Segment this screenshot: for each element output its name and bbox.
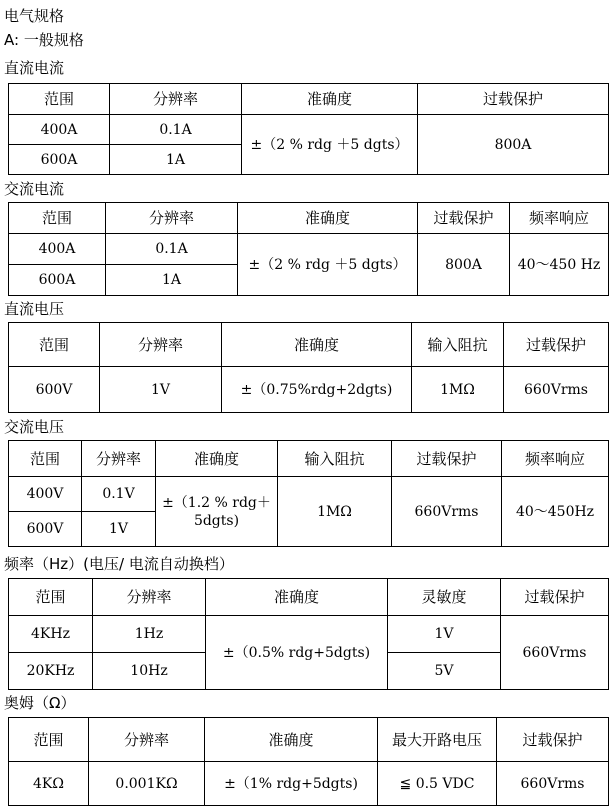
header-cell: 过载保护 <box>504 323 609 367</box>
range-cell: 400A <box>9 234 106 265</box>
resolution-cell: 1V <box>82 512 156 547</box>
header-cell: 准确度 <box>156 441 278 477</box>
dc-current-heading: 直流电流 <box>4 59 65 77</box>
header-cell: 过载保护 <box>418 84 609 115</box>
table-row <box>9 115 609 145</box>
dc-voltage-heading: 直流电压 <box>4 300 65 318</box>
resolution-cell: 1V <box>100 367 222 413</box>
table-row <box>9 367 609 413</box>
frequency-response-cell: 40～450Hz <box>502 477 609 547</box>
range-cell: 600A <box>9 145 110 175</box>
table-header-row <box>9 84 609 115</box>
document-title: 电气规格 <box>4 7 65 25</box>
overload-cell: 800A <box>418 115 609 175</box>
ohm-heading: 奥姆（Ω） <box>4 694 76 712</box>
accuracy-cell <box>156 477 278 547</box>
range-cell: 600V <box>9 512 82 547</box>
table-header-row <box>9 579 609 616</box>
resolution-cell: 0.001KΩ <box>89 762 205 806</box>
accuracy-cell: ±（2 % rdg ＋5 dgts） <box>242 115 418 175</box>
table-row <box>9 477 609 512</box>
header-cell: 输入阻抗 <box>412 323 504 367</box>
range-cell: 400V <box>9 477 82 512</box>
table-header-row <box>9 718 609 762</box>
header-cell: 分辨率 <box>110 84 242 115</box>
header-cell: 输入阻抗 <box>278 441 392 477</box>
header-cell: 准确度 <box>242 84 418 115</box>
range-cell: 600A <box>9 265 106 296</box>
header-cell: 准确度 <box>238 203 418 234</box>
input-impedance-cell: 1MΩ <box>278 477 392 547</box>
header-cell: 过载保护 <box>392 441 502 477</box>
header-cell: 分辨率 <box>93 579 206 616</box>
resolution-cell: 1Hz <box>93 616 206 653</box>
header-cell: 过载保护 <box>497 718 609 762</box>
header-cell: 灵敏度 <box>388 579 501 616</box>
header-cell: 过载保护 <box>418 203 510 234</box>
range-cell: 4KΩ <box>9 762 89 806</box>
frequency-response-cell: 40～450 Hz <box>510 234 609 296</box>
input-impedance-cell: 1MΩ <box>412 367 504 413</box>
table-header-row <box>9 203 609 234</box>
range-cell: 400A <box>9 115 110 145</box>
accuracy-line: ±（1.2 % rdg＋ <box>162 494 271 511</box>
range-cell: 600V <box>9 367 100 413</box>
frequency-heading: 频率（Hz）(电压/ 电流自动换档） <box>4 555 234 573</box>
ac-current-table <box>8 202 609 296</box>
range-cell: 4KHz <box>9 616 93 653</box>
overload-cell: 660Vrms <box>501 616 609 690</box>
accuracy-cell: ±（0.75%rdg+2dgts) <box>222 367 412 413</box>
header-cell: 分辨率 <box>89 718 205 762</box>
table-row <box>9 234 609 265</box>
overload-cell: 660Vrms <box>392 477 502 547</box>
header-cell: 最大开路电压 <box>378 718 497 762</box>
accuracy-cell: ±（1% rdg+5dgts) <box>205 762 378 806</box>
header-cell: 范围 <box>9 441 82 477</box>
header-cell: 准确度 <box>222 323 412 367</box>
header-cell: 分辨率 <box>82 441 156 477</box>
sensitivity-cell: 5V <box>388 653 501 690</box>
header-cell: 范围 <box>9 84 110 115</box>
range-cell: 20KHz <box>9 653 93 690</box>
header-cell: 范围 <box>9 203 106 234</box>
resolution-cell: 1A <box>110 145 242 175</box>
table-row <box>9 616 609 653</box>
overload-cell: 660Vrms <box>504 367 609 413</box>
resolution-cell: 0.1V <box>82 477 156 512</box>
ohm-table <box>8 717 609 806</box>
resolution-cell: 0.1A <box>106 234 238 265</box>
header-cell: 范围 <box>9 718 89 762</box>
dc-current-table <box>8 83 609 175</box>
header-cell: 频率响应 <box>510 203 609 234</box>
header-cell: 分辨率 <box>100 323 222 367</box>
ac-current-heading: 交流电流 <box>4 180 65 198</box>
accuracy-cell: ±（0.5% rdg+5dgts) <box>206 616 388 690</box>
table-row <box>9 762 609 806</box>
accuracy-cell: ±（2 % rdg ＋5 dgts） <box>238 234 418 296</box>
sensitivity-cell: 1V <box>388 616 501 653</box>
ac-voltage-heading: 交流电压 <box>4 418 65 436</box>
header-cell: 频率响应 <box>502 441 609 477</box>
accuracy-line: 5dgts) <box>193 512 240 529</box>
dc-voltage-table <box>8 322 609 413</box>
document-subtitle: A: 一般规格 <box>4 31 84 49</box>
table-header-row <box>9 441 609 477</box>
header-cell: 分辨率 <box>106 203 238 234</box>
header-cell: 过载保护 <box>501 579 609 616</box>
overload-cell: 660Vrms <box>497 762 609 806</box>
table-header-row <box>9 323 609 367</box>
header-cell: 范围 <box>9 323 100 367</box>
header-cell: 准确度 <box>206 579 388 616</box>
frequency-table <box>8 578 609 690</box>
header-cell: 准确度 <box>205 718 378 762</box>
open-circuit-voltage-cell: ≦ 0.5 VDC <box>378 762 497 806</box>
resolution-cell: 0.1A <box>110 115 242 145</box>
resolution-cell: 10Hz <box>93 653 206 690</box>
ac-voltage-table <box>8 440 609 547</box>
resolution-cell: 1A <box>106 265 238 296</box>
header-cell: 范围 <box>9 579 93 616</box>
overload-cell: 800A <box>418 234 510 296</box>
